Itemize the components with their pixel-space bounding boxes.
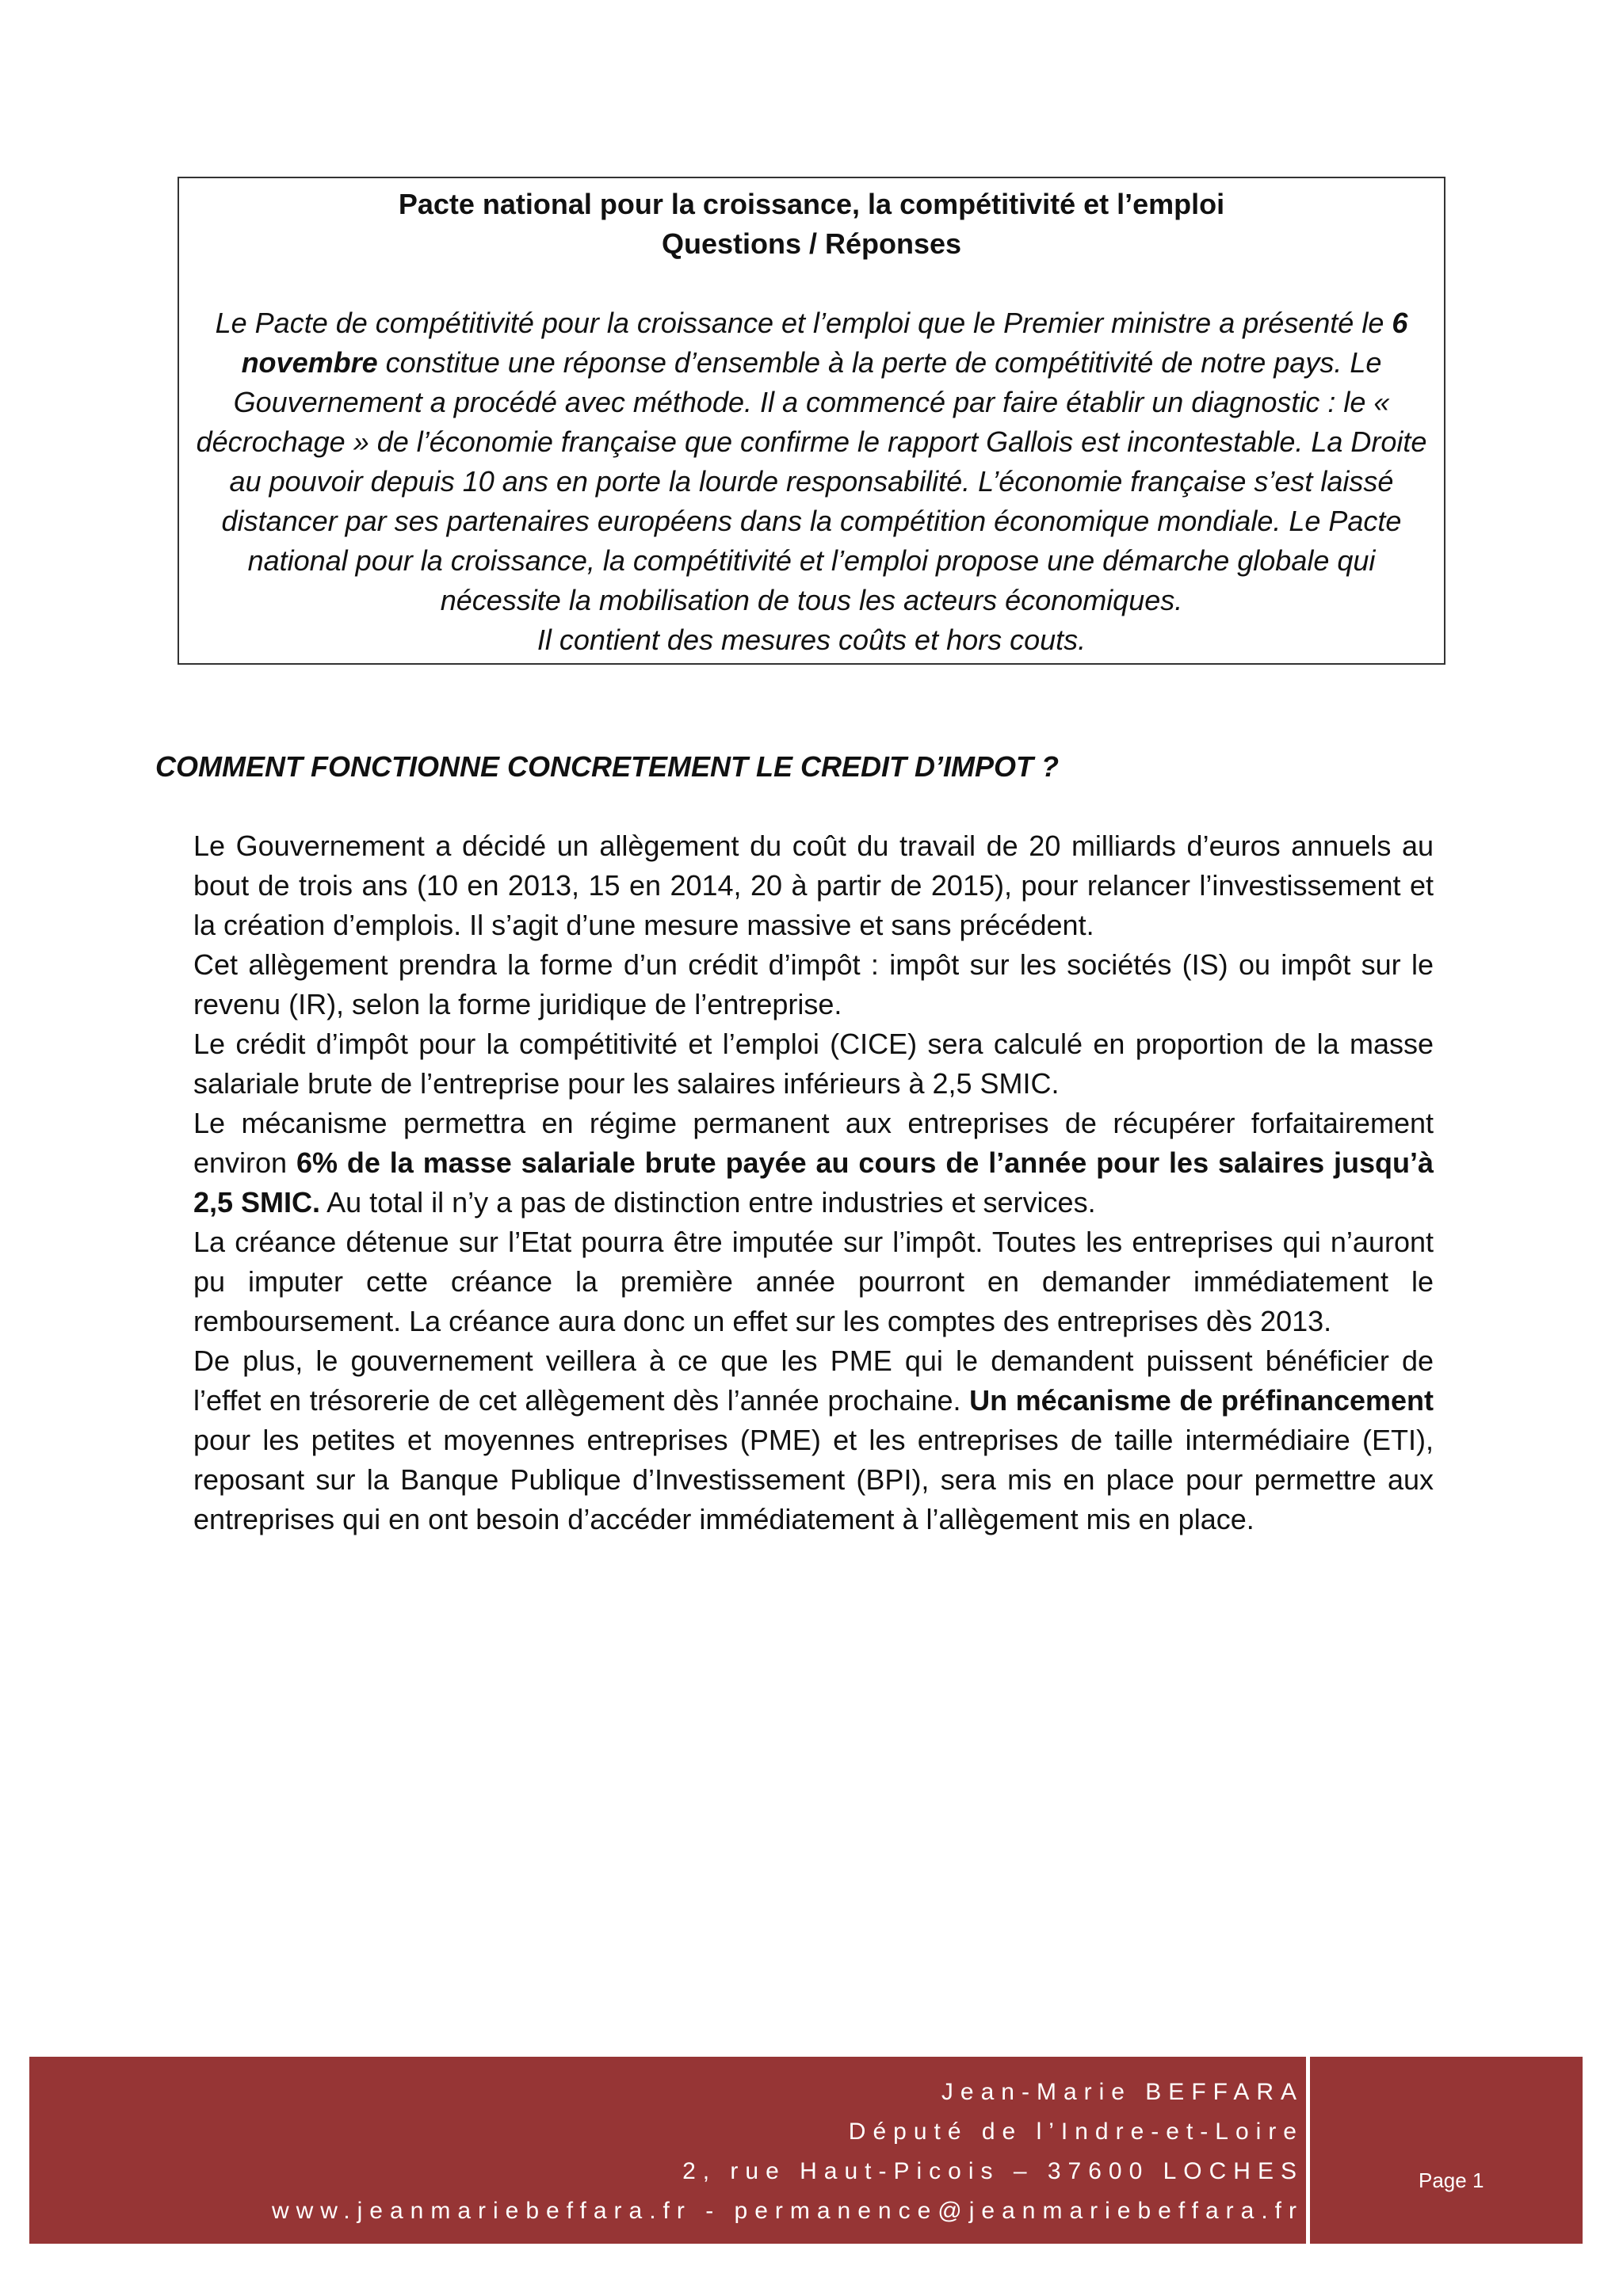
intro-paragraph xyxy=(195,303,1428,660)
paragraph-6 xyxy=(193,1341,1434,1539)
page-number: Page 1 xyxy=(1419,2168,1484,2192)
intro-text-start: Le Pacte de compétitivité pour la croissance et l’emploi que le Premier ministre a présenté le xyxy=(215,307,1392,339)
paragraph-4-bold: 6% de la masse salariale brute payée au cours de l’année pour les salaires jusqu’à 2,5 SMIC. xyxy=(193,1146,1434,1219)
paragraph-4-end: Au total il n’y a pas de distinction entre industries et services. xyxy=(320,1186,1096,1219)
footer-name: Jean-Marie BEFFARA xyxy=(941,2079,1304,2105)
main-text xyxy=(193,826,1434,1539)
section-heading: COMMENT FONCTIONNE CONCRETEMENT LE CREDIT D’IMPOT ? xyxy=(155,750,1059,783)
paragraph-4 xyxy=(193,1104,1434,1222)
intro-date: 6 novembre xyxy=(241,307,1408,379)
footer-address: 2, rue Haut-Picois – 37600 LOCHES xyxy=(682,2158,1304,2184)
paragraph-6-start: De plus, le gouvernement veillera à ce que les PME qui le demandent puissent bénéficier de l’effet en trésorerie de cet allègement dès l’année prochaine. xyxy=(193,1344,1434,1417)
intro-title-line2: Questions / Réponses xyxy=(661,227,962,260)
footer-web-email: www.jeanmariebeffara.fr - permanence@jeanmariebeffara.fr xyxy=(271,2198,1304,2224)
paragraph-2: Cet allègement prendra la forme d’un crédit d’impôt : impôt sur les sociétés (IS) ou impôt sur le revenu (IR), selon la forme juridique de l’entreprise. xyxy=(193,948,1434,1020)
intro-text-rest: constitue une réponse d’ensemble à la perte de compétitivité de notre pays. Le Gouvernement a procédé avec méthode. Il a commencé par faire établir un diagnostic : le « décrochage » de l’économie française que confirme le rapport Gallois est incontestable. La Droite au pouvoir depuis 10 ans en porte la lourde responsabilité. L’économie française s’est laissé distancer par ses partenaires européens dans la compétition économique mondiale. Le Pacte national pour la croissance, la compétitivité et l’emploi propose une démarche globale qui nécessite la mobilisation de tous les acteurs économiques. xyxy=(196,346,1427,616)
footer-role: Député de l’Indre-et-Loire xyxy=(848,2119,1304,2145)
paragraph-3: Le crédit d’impôt pour la compétitivité et l’emploi (CICE) sera calculé en proportion de la masse salariale brute de l’entreprise pour les salaires inférieurs à 2,5 SMIC. xyxy=(193,1028,1434,1100)
intro-last-line: Il contient des mesures coûts et hors couts. xyxy=(537,624,1086,656)
intro-box xyxy=(178,177,1445,665)
paragraph-6-bold: Un mécanisme de préfinancement xyxy=(969,1384,1434,1417)
intro-title-line1: Pacte national pour la croissance, la compétitivité et l’emploi xyxy=(398,188,1225,220)
paragraph-6-end: pour les petites et moyennes entreprises (PME) et les entreprises de taille intermédiaire (ETI), reposant sur la Banque Publique d’Investissement (BPI), sera mis en place pour permettre aux entreprises qui en ont besoin d’accéder immédiatement à l’allègement mis en place. xyxy=(193,1424,1434,1535)
footer-divider xyxy=(1306,2057,1310,2244)
paragraph-4-start: Le mécanisme permettra en régime permanent aux entreprises de récupérer forfaitairement environ xyxy=(193,1107,1434,1179)
footer-contact xyxy=(29,2057,1304,2244)
paragraph-5: La créance détenue sur l’Etat pourra être imputée sur l’impôt. Toutes les entreprises qui n’auront pu imputer cette créance la première année pourront en demander immédiatement le remboursement. La créance aura donc un effet sur les comptes des entreprises dès 2013. xyxy=(193,1226,1434,1337)
paragraph-1: Le Gouvernement a décidé un allègement du coût du travail de 20 milliards d’euros annuels au bout de trois ans (10 en 2013, 15 en 2014, 20 à partir de 2015), pour relancer l’investissement et la création d’emplois. Il s’agit d’une mesure massive et sans précédent. xyxy=(193,830,1434,941)
